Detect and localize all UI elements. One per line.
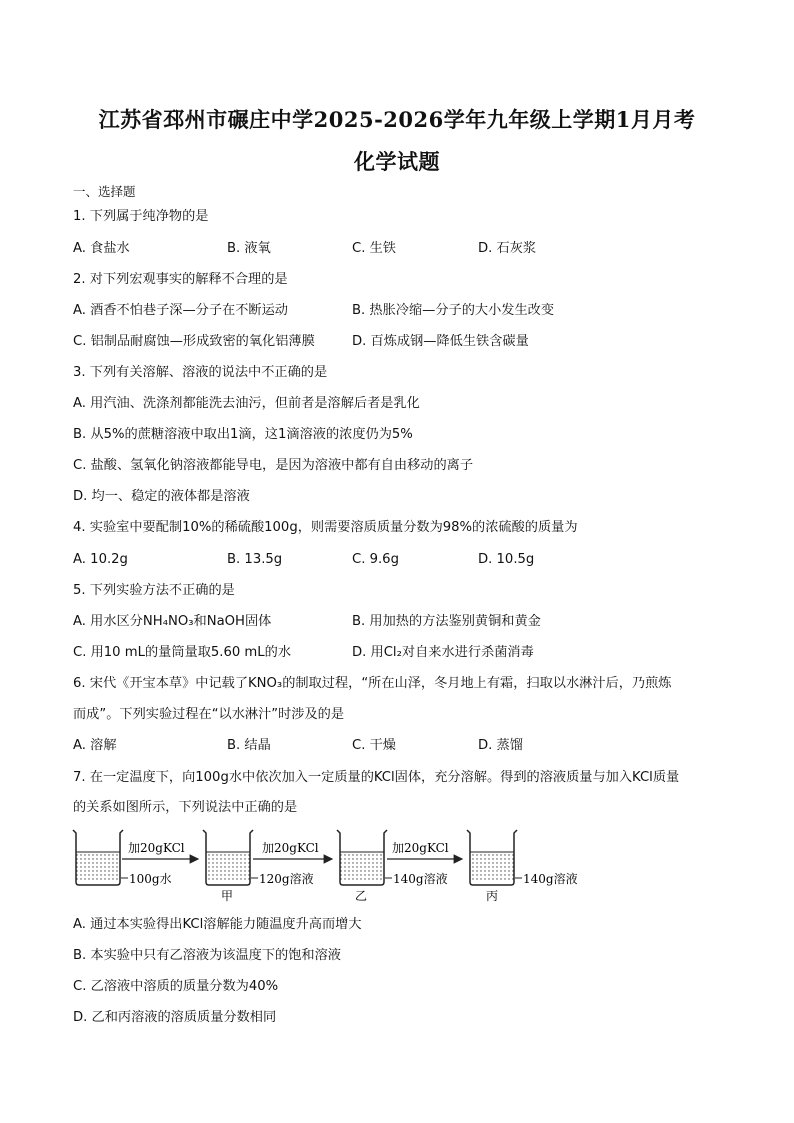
question-5-stem: 5. 下列实验方法不正确的是 (73, 583, 235, 598)
question-2-option-c: C. 铝制品耐腐蚀—形成致密的氧化铝薄膜 (73, 334, 315, 349)
arrow-2-label: 加20gKCl (262, 841, 319, 855)
beaker-diagram (68, 822, 588, 904)
question-4-option-c: C. 9.6g (352, 552, 399, 567)
arrow-1-label: 加20gKCl (128, 841, 185, 855)
question-5-option-b: B. 用加热的方法鉴别黄铜和黄金 (352, 614, 541, 629)
question-3-option-c: C. 盐酸、氢氧化钠溶液都能导电，是因为溶液中都有自由移动的离子 (73, 458, 474, 473)
beaker-1-name: 甲 (221, 889, 234, 903)
question-1-option-b: B. 液氧 (227, 241, 271, 256)
question-4-option-a: A. 10.2g (73, 552, 128, 567)
question-6-stem-line1: 6. 宋代《开宝本草》中记载了KNO₃的制取过程，“所在山泽，冬月地上有霜，扫取以水淋汁后，乃煎炼 (73, 676, 672, 691)
beaker-2-label: 140g溶液 (393, 872, 448, 886)
question-6-option-a: A. 溶解 (73, 738, 117, 753)
question-6-stem-line2: 而成”。下列实验过程在“以水淋汁”时涉及的是 (73, 707, 345, 722)
beaker-yi (337, 830, 387, 885)
arrow-3-label: 加20gKCl (392, 841, 449, 855)
question-1-option-d: D. 石灰浆 (478, 241, 537, 256)
question-6-option-b: B. 结晶 (227, 738, 271, 753)
question-4-option-d: D. 10.5g (478, 552, 535, 567)
question-3-option-d: D. 均一、稳定的液体都是溶液 (73, 489, 250, 504)
beaker-bing (467, 830, 517, 885)
question-2-option-d: D. 百炼成钢—降低生铁含碳量 (352, 334, 529, 349)
question-3-option-a: A. 用汽油、洗涤剂都能洗去油污，但前者是溶解后者是乳化 (73, 396, 420, 411)
question-7-stem-line1: 7. 在一定温度下，向100g水中依次加入一定质量的KCl固体，充分溶解。得到的溶液质量与加入KCl质量 (73, 770, 680, 785)
beaker-water (73, 830, 123, 885)
question-4-option-b: B. 13.5g (227, 552, 283, 567)
question-6-option-c: C. 干燥 (352, 738, 396, 753)
question-7-option-d: D. 乙和丙溶液的溶质质量分数相同 (73, 1010, 277, 1025)
beaker-3-label: 140g溶液 (523, 872, 578, 886)
question-5-option-d: D. 用Cl₂对自来水进行杀菌消毒 (352, 645, 534, 660)
question-6-option-d: D. 蒸馏 (478, 738, 523, 753)
exam-title: 江苏省邳州市碾庄中学2025-2026学年九年级上学期1月月考 (98, 107, 696, 132)
question-5-option-c: C. 用10 mL的量筒量取5.60 mL的水 (73, 645, 292, 660)
beaker-2-name: 乙 (355, 889, 368, 903)
exam-subtitle: 化学试题 (354, 149, 440, 174)
question-1-option-a: A. 食盐水 (73, 241, 130, 256)
question-2-stem: 2. 对下列宏观事实的解释不合理的是 (73, 272, 288, 287)
question-3-stem: 3. 下列有关溶解、溶液的说法中不正确的是 (73, 365, 328, 380)
section-heading: 一、选择题 (73, 184, 136, 199)
beaker-jia (203, 830, 253, 885)
question-1-stem: 1. 下列属于纯净物的是 (73, 209, 209, 224)
question-7-option-c: C. 乙溶液中溶质的质量分数为40% (73, 979, 279, 994)
question-7-option-a: A. 通过本实验得出KCl溶解能力随温度升高而增大 (73, 917, 362, 932)
question-1-option-c: C. 生铁 (352, 241, 396, 256)
question-5-option-a: A. 用水区分NH₄NO₃和NaOH固体 (73, 614, 272, 629)
beaker-0-label: 100g水 (129, 872, 172, 886)
beaker-1-label: 120g溶液 (259, 872, 314, 886)
question-2-option-b: B. 热胀冷缩—分子的大小发生改变 (352, 303, 555, 318)
question-7-stem-line2: 的关系如图所示，下列说法中正确的是 (73, 800, 298, 815)
question-3-option-b: B. 从5%的蔗糖溶液中取出1滴，这1滴溶液的浓度仍为5% (73, 427, 413, 442)
question-4-stem: 4. 实验室中要配制10%的稀硫酸100g，则需要溶质质量分数为98%的浓硫酸的质量为 (73, 520, 578, 535)
question-2-option-a: A. 酒香不怕巷子深—分子在不断运动 (73, 303, 288, 318)
question-7-option-b: B. 本实验中只有乙溶液为该温度下的饱和溶液 (73, 948, 341, 963)
beaker-3-name: 丙 (486, 889, 499, 903)
